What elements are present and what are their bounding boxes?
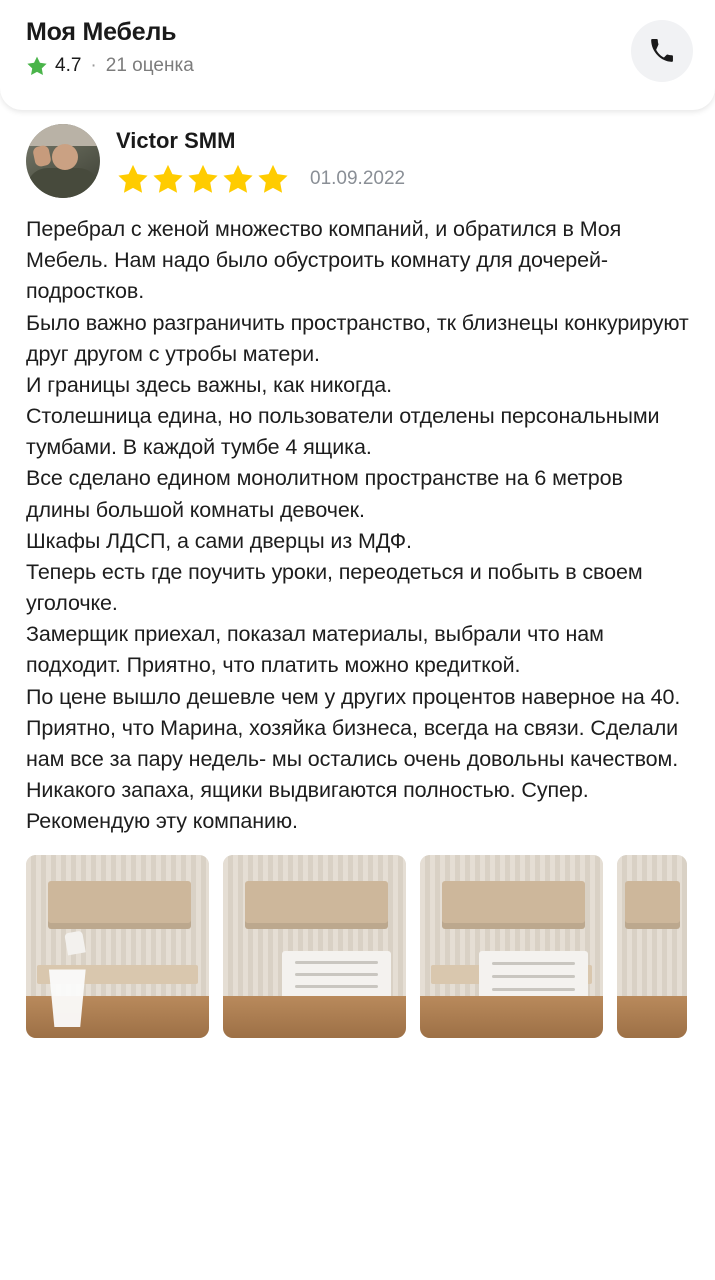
call-button[interactable] — [631, 20, 693, 82]
review-paragraph: Перебрал с женой множество компаний, и обратился в Моя Мебель. Нам надо было обустроить комнату для дочерей-подростков. — [26, 217, 622, 304]
review-paragraph: Приятно, что Марина, хозяйка бизнеса, всегда на связи. Сделали нам все за пару недель- мы остались очень довольны качеством. Никакого запаха, ящики выдвигаются полностью. Супер. Рекомендую эту компанию. — [26, 715, 679, 834]
review-paragraph: Замерщик приехал, показал материалы, выбрали что нам подходит. Приятно, что платить можно кредиткой. — [26, 622, 604, 678]
review-paragraph: Все сделано едином монолитном пространстве на 6 метров длины большой комнаты девочек. — [26, 466, 623, 522]
review-paragraph: По цене вышло дешевле чем у других процентов наверное на 40. — [26, 684, 681, 709]
star-icon — [221, 162, 255, 196]
star-icon — [186, 162, 220, 196]
review-text — [26, 214, 689, 837]
review-photo-3[interactable] — [420, 855, 603, 1038]
review-paragraph: Теперь есть где поучить уроки, переодеться и побыть в своем уголочке. — [26, 559, 643, 616]
business-info — [26, 18, 194, 77]
review-photo-1[interactable] — [26, 855, 209, 1038]
review-paragraph: Было важно разграничить пространство, тк близнецы конкурируют друг другом с утробы матери. — [26, 310, 689, 366]
review-paragraph: И границы здесь важны, как никогда. — [26, 372, 392, 397]
star-icon — [26, 55, 48, 77]
rating-separator: · — [90, 55, 97, 76]
star-icon — [151, 162, 185, 196]
review-rating-line — [116, 162, 405, 196]
business-header-card — [0, 0, 715, 110]
review-header — [26, 124, 689, 198]
star-icon — [116, 162, 150, 196]
review-meta — [116, 124, 405, 196]
review-photo-4[interactable] — [617, 855, 687, 1038]
bottom-spacer — [0, 1045, 715, 1065]
page-title: Моя Мебель — [26, 18, 177, 46]
rating-value: 4.7 — [55, 55, 82, 76]
phone-icon — [649, 38, 675, 64]
review-date: 01.09.2022 — [310, 168, 406, 189]
review-paragraph: Шкафы ЛДСП, а сами дверцы из МДФ. — [26, 528, 412, 553]
review-author: Victor SMM — [116, 128, 236, 153]
star-icon — [256, 162, 290, 196]
review-stars — [116, 162, 290, 196]
review-photo-2[interactable] — [223, 855, 406, 1038]
rating-count: 21 оценка — [105, 55, 194, 76]
review-photo-strip[interactable] — [0, 855, 715, 1045]
avatar — [26, 124, 100, 198]
rating-row — [26, 55, 194, 77]
review-paragraph: Столешница едина, но пользователи отделены персональными тумбами. В каждой тумбе 4 ящика. — [26, 404, 660, 460]
review-item — [0, 110, 715, 837]
